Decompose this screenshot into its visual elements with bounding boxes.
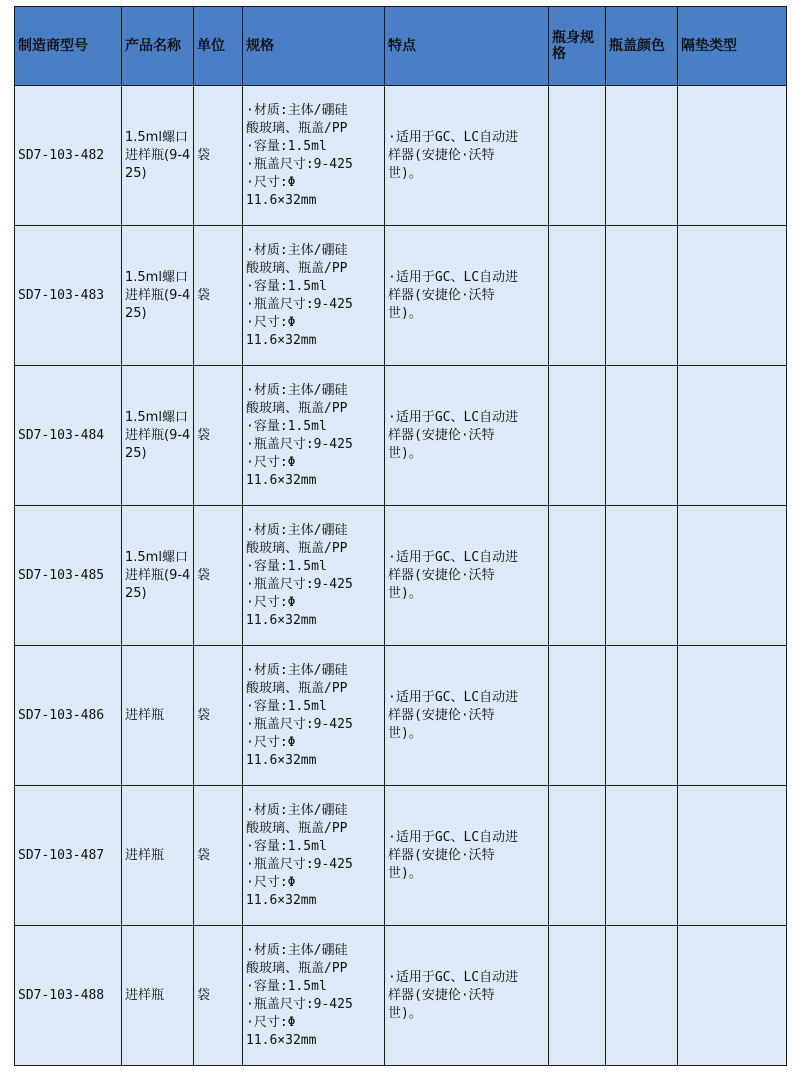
cell-feature <box>385 86 549 226</box>
spec-line: ·材质:主体/硼硅 <box>246 102 348 118</box>
cell-spec <box>243 226 385 366</box>
spec-line: ·材质:主体/硼硅 <box>246 942 348 958</box>
spec-line: 酸玻璃、瓶盖/PP <box>246 820 348 836</box>
header-model: 制造商型号 <box>15 7 122 86</box>
feature-line: 世)。 <box>388 305 422 321</box>
cell-name: 1.5ml螺口进样瓶(9-425) <box>122 506 194 646</box>
cell-body-spec <box>549 506 606 646</box>
cell-name: 进样瓶 <box>122 646 194 786</box>
feature-line: 样器(安捷伦·沃特 <box>388 567 495 583</box>
cell-cap-color <box>606 506 678 646</box>
table-row <box>15 366 787 506</box>
feature-line: ·适用于GC、LC自动进 <box>388 269 519 285</box>
spec-line: ·瓶盖尺寸:9-425 <box>246 856 353 872</box>
spec-line: ·材质:主体/硼硅 <box>246 242 348 258</box>
spec-line: ·瓶盖尺寸:9-425 <box>246 716 353 732</box>
cell-body-spec <box>549 786 606 926</box>
cell-unit: 袋 <box>194 366 243 506</box>
cell-cap-color <box>606 226 678 366</box>
cell-model: SD7-103-487 <box>15 786 122 926</box>
cell-unit: 袋 <box>194 786 243 926</box>
spec-line: ·尺寸:Φ <box>246 1014 296 1030</box>
cell-spec <box>243 646 385 786</box>
header-feature: 特点 <box>385 7 549 86</box>
cell-name: 1.5ml螺口进样瓶(9-425) <box>122 226 194 366</box>
spec-line: ·容量:1.5ml <box>246 278 327 294</box>
feature-line: 样器(安捷伦·沃特 <box>388 147 495 163</box>
cell-body-spec <box>549 226 606 366</box>
spec-line: ·材质:主体/硼硅 <box>246 522 348 538</box>
spec-line: ·容量:1.5ml <box>246 978 327 994</box>
feature-line: ·适用于GC、LC自动进 <box>388 969 519 985</box>
header-row <box>15 7 787 86</box>
header-body-spec: 瓶身规格 <box>549 7 606 86</box>
feature-line: 世)。 <box>388 165 422 181</box>
table-row <box>15 226 787 366</box>
cell-body-spec <box>549 926 606 1066</box>
cell-model: SD7-103-483 <box>15 226 122 366</box>
table-row <box>15 86 787 226</box>
cell-unit: 袋 <box>194 506 243 646</box>
spec-line: 11.6×32mm <box>246 612 317 628</box>
cell-septum-type <box>678 226 787 366</box>
feature-line: 世)。 <box>388 865 422 881</box>
feature-line: ·适用于GC、LC自动进 <box>388 549 519 565</box>
spec-line: ·尺寸:Φ <box>246 314 296 330</box>
spec-line: 酸玻璃、瓶盖/PP <box>246 540 348 556</box>
feature-line: 样器(安捷伦·沃特 <box>388 707 495 723</box>
cell-septum-type <box>678 926 787 1066</box>
spec-line: ·尺寸:Φ <box>246 734 296 750</box>
spec-line: 11.6×32mm <box>246 892 317 908</box>
cell-name: 进样瓶 <box>122 926 194 1066</box>
spec-line: ·瓶盖尺寸:9-425 <box>246 996 353 1012</box>
header-name: 产品名称 <box>122 7 194 86</box>
cell-cap-color <box>606 86 678 226</box>
spec-line: ·尺寸:Φ <box>246 874 296 890</box>
cell-feature <box>385 366 549 506</box>
spec-line: ·容量:1.5ml <box>246 698 327 714</box>
product-table <box>14 6 787 1066</box>
cell-body-spec <box>549 646 606 786</box>
spec-line: ·容量:1.5ml <box>246 558 327 574</box>
spec-line: ·容量:1.5ml <box>246 838 327 854</box>
cell-name: 1.5ml螺口进样瓶(9-425) <box>122 366 194 506</box>
cell-septum-type <box>678 786 787 926</box>
table-row <box>15 926 787 1066</box>
spec-line: 11.6×32mm <box>246 752 317 768</box>
cell-septum-type <box>678 646 787 786</box>
feature-line: 世)。 <box>388 445 422 461</box>
cell-spec <box>243 786 385 926</box>
table-row <box>15 646 787 786</box>
cell-unit: 袋 <box>194 86 243 226</box>
table-body <box>15 86 787 1066</box>
spec-line: ·瓶盖尺寸:9-425 <box>246 576 353 592</box>
spec-line: 酸玻璃、瓶盖/PP <box>246 680 348 696</box>
header-spec: 规格 <box>243 7 385 86</box>
feature-line: 样器(安捷伦·沃特 <box>388 427 495 443</box>
spec-line: ·尺寸:Φ <box>246 174 296 190</box>
spec-line: ·瓶盖尺寸:9-425 <box>246 156 353 172</box>
cell-cap-color <box>606 646 678 786</box>
feature-line: ·适用于GC、LC自动进 <box>388 409 519 425</box>
spec-line: ·尺寸:Φ <box>246 454 296 470</box>
spec-line: 酸玻璃、瓶盖/PP <box>246 960 348 976</box>
cell-spec <box>243 86 385 226</box>
cell-model: SD7-103-482 <box>15 86 122 226</box>
cell-septum-type <box>678 506 787 646</box>
cell-name: 1.5ml螺口进样瓶(9-425) <box>122 86 194 226</box>
cell-septum-type <box>678 86 787 226</box>
cell-model: SD7-103-485 <box>15 506 122 646</box>
cell-body-spec <box>549 366 606 506</box>
spec-line: ·材质:主体/硼硅 <box>246 662 348 678</box>
feature-line: 样器(安捷伦·沃特 <box>388 847 495 863</box>
feature-line: 样器(安捷伦·沃特 <box>388 287 495 303</box>
header-unit: 单位 <box>194 7 243 86</box>
cell-body-spec <box>549 86 606 226</box>
spec-line: 酸玻璃、瓶盖/PP <box>246 120 348 136</box>
spec-line: ·瓶盖尺寸:9-425 <box>246 436 353 452</box>
cell-feature <box>385 226 549 366</box>
spec-line: ·瓶盖尺寸:9-425 <box>246 296 353 312</box>
cell-model: SD7-103-488 <box>15 926 122 1066</box>
spec-line: ·材质:主体/硼硅 <box>246 382 348 398</box>
cell-septum-type <box>678 366 787 506</box>
spec-line: 11.6×32mm <box>246 1032 317 1048</box>
cell-cap-color <box>606 366 678 506</box>
feature-line: 样器(安捷伦·沃特 <box>388 987 495 1003</box>
spec-line: 11.6×32mm <box>246 192 317 208</box>
cell-spec <box>243 926 385 1066</box>
cell-spec <box>243 506 385 646</box>
cell-cap-color <box>606 786 678 926</box>
spec-line: ·材质:主体/硼硅 <box>246 802 348 818</box>
header-cap-color: 瓶盖颜色 <box>606 7 678 86</box>
spec-line: 11.6×32mm <box>246 472 317 488</box>
header-septum-type: 隔垫类型 <box>678 7 787 86</box>
cell-cap-color <box>606 926 678 1066</box>
spec-line: 酸玻璃、瓶盖/PP <box>246 400 348 416</box>
spec-line: ·尺寸:Φ <box>246 594 296 610</box>
feature-line: ·适用于GC、LC自动进 <box>388 689 519 705</box>
cell-feature <box>385 646 549 786</box>
table-row <box>15 506 787 646</box>
table-row <box>15 786 787 926</box>
cell-unit: 袋 <box>194 226 243 366</box>
feature-line: 世)。 <box>388 585 422 601</box>
cell-feature <box>385 506 549 646</box>
feature-line: 世)。 <box>388 1005 422 1021</box>
cell-unit: 袋 <box>194 926 243 1066</box>
cell-unit: 袋 <box>194 646 243 786</box>
cell-spec <box>243 366 385 506</box>
spec-line: 11.6×32mm <box>246 332 317 348</box>
feature-line: ·适用于GC、LC自动进 <box>388 129 519 145</box>
feature-line: ·适用于GC、LC自动进 <box>388 829 519 845</box>
spec-line: ·容量:1.5ml <box>246 418 327 434</box>
cell-model: SD7-103-484 <box>15 366 122 506</box>
spec-line: 酸玻璃、瓶盖/PP <box>246 260 348 276</box>
cell-feature <box>385 926 549 1066</box>
cell-feature <box>385 786 549 926</box>
cell-model: SD7-103-486 <box>15 646 122 786</box>
feature-line: 世)。 <box>388 725 422 741</box>
cell-name: 进样瓶 <box>122 786 194 926</box>
spec-line: ·容量:1.5ml <box>246 138 327 154</box>
